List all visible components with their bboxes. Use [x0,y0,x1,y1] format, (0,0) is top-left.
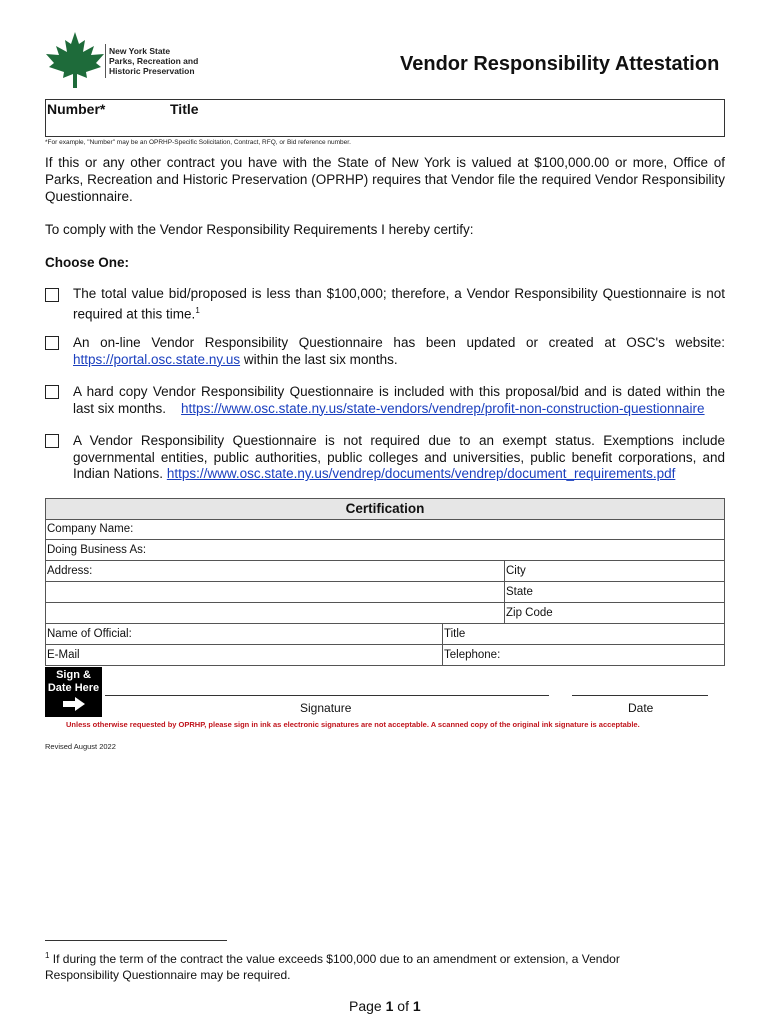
footnote-ref: 1 [195,305,200,315]
org-line-1: New York State [109,46,171,56]
logo-divider [105,44,106,78]
email-label: E-Mail [47,649,80,661]
state-label: State [506,586,533,598]
option-text-1 [73,286,725,323]
option-3-label: A hard copy Vendor Responsibility Questionnaire is included with this proposal/bid and is dated within the last six months. [73,384,725,416]
maple-leaf-icon [44,32,106,88]
footnote [45,948,685,983]
city-label: City [506,565,526,577]
certification-table [45,498,725,720]
zip-label: Zip Code [506,607,553,619]
signature-label: Signature [300,701,352,715]
page-prefix: Page [349,998,386,1014]
company-name-label: Company Name: [47,523,134,535]
page-of: of [393,998,413,1014]
option-text-3 [73,384,725,417]
right-arrow-icon [63,697,85,711]
title-label: Title [170,101,199,117]
option-checkbox-4[interactable] [45,434,59,448]
intro-paragraph: If this or any other contract you have with the State of New York is valued at $100,000.00 or more, Office of Parks, Recreation and Historic Preservation (OPRHP) requires that Vendor file the required Vendor Responsibility Questionnaire. [45,155,725,204]
footnote-separator [45,940,227,941]
signature-warning: Unless otherwise requested by OPRHP, please sign in ink as electronic signatures are not acceptable. A scanned copy of the original ink signature is acceptable. [66,720,640,729]
official-label: Name of Official: [47,628,132,640]
choose-heading: Choose One: [45,255,130,270]
revised-date: Revised August 2022 [45,742,116,751]
document-title: Vendor Responsibility Attestation [400,53,720,75]
address-row-2[interactable] [45,582,725,603]
signature-line[interactable] [105,695,549,696]
date-line[interactable] [572,695,708,696]
option-2-after: within the last six months. [240,351,398,367]
footnote-marker: 1 [45,951,50,960]
option-4-label: A Vendor Responsibility Questionnaire is not required due to an exempt status. Exemptions include governmental entities, public authorities, public colleges and universities, public benefit corporations, and Indian Nations. [73,433,725,481]
questionnaire-link[interactable]: https://www.osc.state.ny.us/state-vendors/vendrep/profit-non-construction-questionnaire [181,400,705,416]
org-line-2: Parks, Recreation and [109,56,199,66]
sign-date-here-badge [45,667,102,717]
address-label: Address: [47,565,93,577]
company-name-row[interactable] [45,519,725,540]
option-checkbox-1[interactable] [45,288,59,302]
official-row[interactable] [45,624,725,645]
option-2-label: An on-line Vendor Responsibility Questionnaire has been updated or created at OSC's website: [73,335,725,350]
comply-paragraph: To comply with the Vendor Responsibility Requirements I hereby certify: [45,222,474,237]
number-label: Number* [47,101,106,117]
page-total: 1 [412,998,421,1014]
address-row-3[interactable] [45,603,725,624]
footnote-text: If during the term of the contract the value exceeds $100,000 due to an amendment or extension, a Vendor Responsibility Questionnaire may be required. [45,952,620,982]
option-text-2 [73,335,725,368]
email-row[interactable] [45,645,725,666]
option-checkbox-3[interactable] [45,385,59,399]
sign-here-text: Sign & Date Here [47,669,100,694]
number-footnote: *For example, "Number" may be an OPRHP-Specific Solicitation, Contract, RFQ, or Bid reference number. [45,139,351,146]
option-text-4 [73,433,725,483]
number-title-field[interactable] [45,99,725,137]
dba-row[interactable] [45,540,725,561]
date-label: Date [628,701,654,715]
dba-label: Doing Business As: [47,544,147,556]
official-title-label: Title [444,628,466,640]
org-line-3: Historic Preservation [109,66,195,76]
osc-portal-link[interactable]: https://portal.osc.state.ny.us [73,351,241,367]
page-current: 1 [385,998,394,1014]
page-number [349,998,421,1014]
telephone-label: Telephone: [444,649,501,661]
address-row-1[interactable] [45,561,725,582]
requirements-link[interactable]: https://www.osc.state.ny.us/vendrep/documents/vendrep/document_requirements.pdf [166,466,676,481]
option-checkbox-2[interactable] [45,336,59,350]
org-name [109,46,198,76]
option-1-label: The total value bid/proposed is less than $100,000; therefore, a Vendor Responsibility Questionnaire is not required at this time. [73,286,725,321]
certification-heading: Certification [45,498,725,520]
